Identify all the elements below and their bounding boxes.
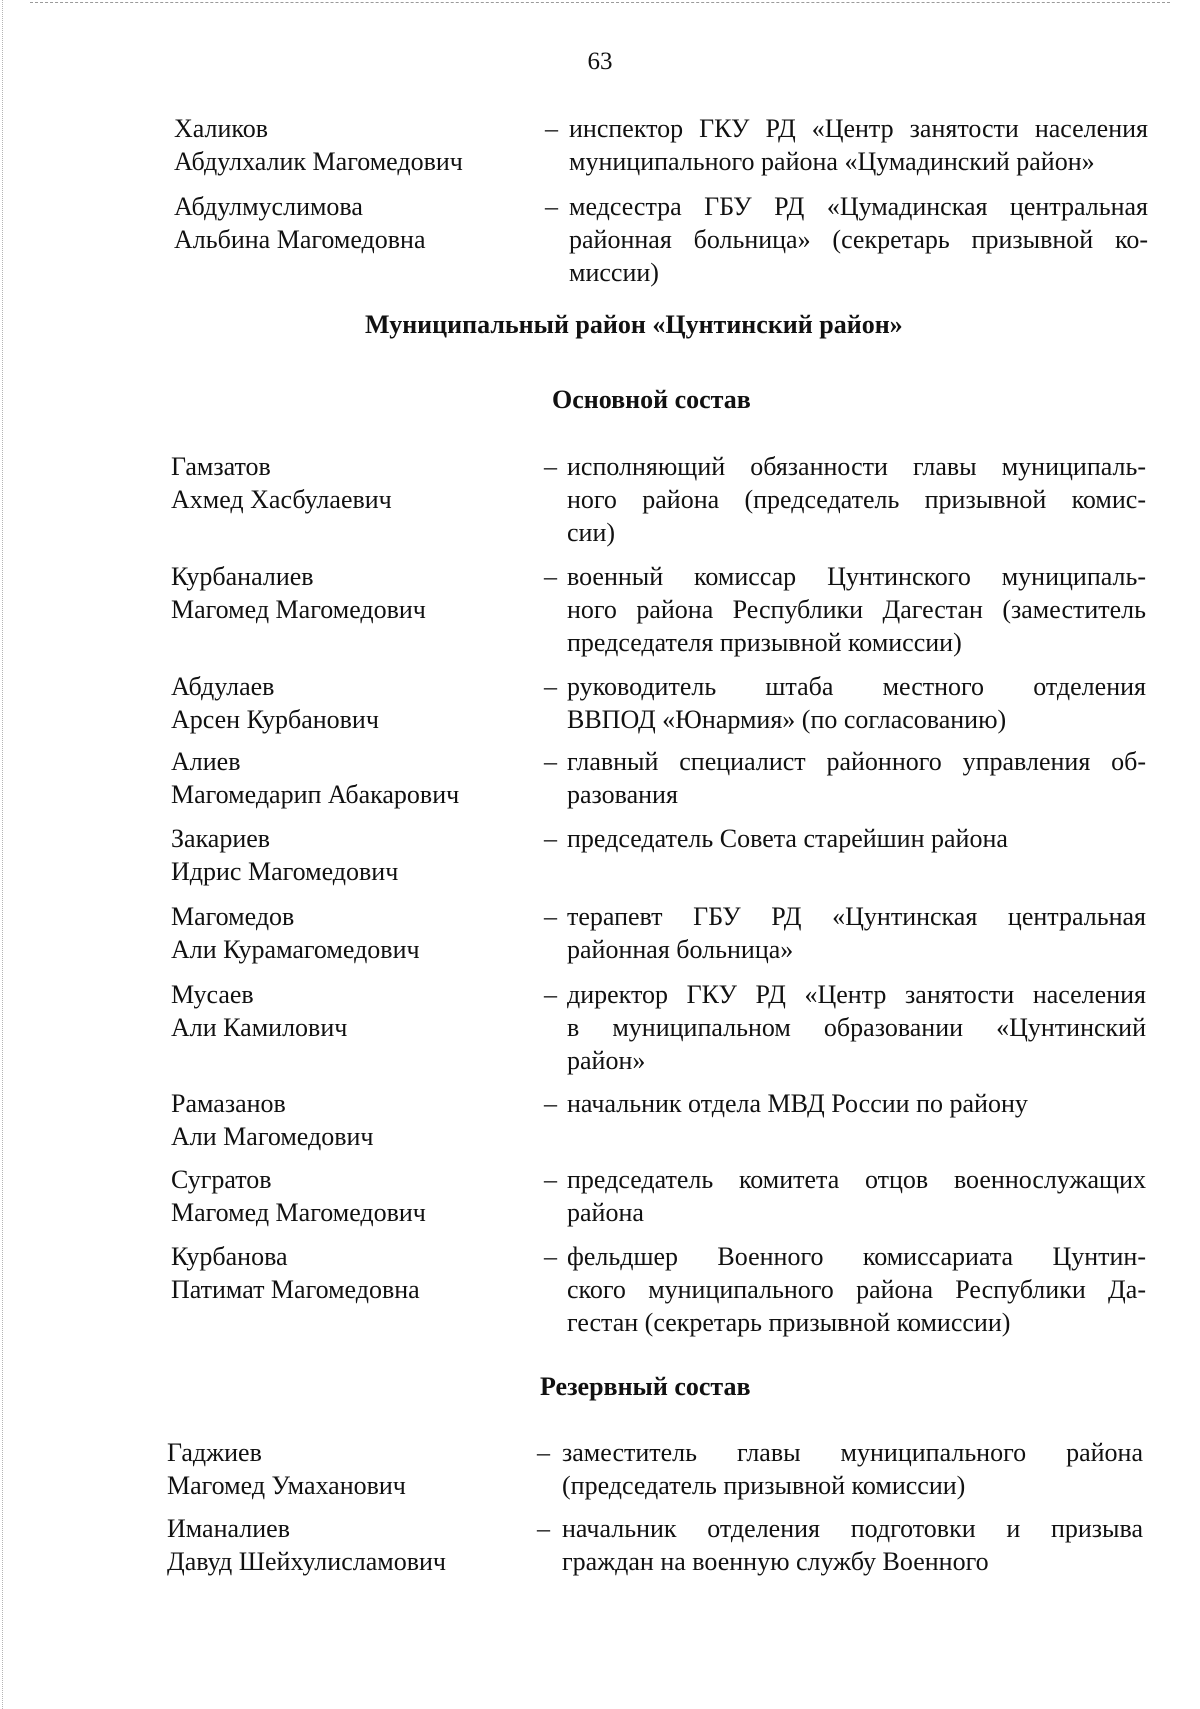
member-role <box>562 1436 1143 1502</box>
role-line: исполняющий обязанности главы муниципаль- <box>567 452 1146 481</box>
scan-top-rule <box>30 2 1170 3</box>
member-given-names: Али Магомедович <box>171 1122 374 1151</box>
role-line: ского муниципального района Республики Да- <box>567 1275 1146 1304</box>
member-name <box>167 1512 446 1578</box>
member-given-names: Альбина Магомедовна <box>174 225 426 254</box>
role-dash: – <box>544 562 557 591</box>
district-heading: Муниципальный район «Цунтинский район» <box>365 310 903 339</box>
member-given-names: Арсен Курбанович <box>171 705 379 734</box>
member-surname: Рамазанов <box>171 1089 286 1118</box>
role-line: ного района Республики Дагестан (заместитель <box>567 595 1146 624</box>
role-dash: – <box>544 902 557 931</box>
role-line: начальник отдела МВД России по району <box>567 1089 1028 1118</box>
member-given-names: Идрис Магомедович <box>171 857 399 886</box>
member-role <box>569 112 1148 178</box>
member-given-names: Патимат Магомедовна <box>171 1275 420 1304</box>
role-line: начальник отделения подготовки и призыва <box>562 1514 1143 1543</box>
member-role <box>567 978 1146 1077</box>
member-name <box>174 112 463 178</box>
role-line: председателя призывной комиссии) <box>567 628 962 657</box>
member-role <box>567 1240 1146 1339</box>
member-surname: Гаджиев <box>167 1438 262 1467</box>
role-dash: – <box>537 1438 550 1467</box>
role-dash: – <box>544 452 557 481</box>
role-dash: – <box>545 114 558 143</box>
member-name <box>171 745 459 811</box>
member-name <box>171 560 426 626</box>
role-line: муниципального района «Цумадинский район» <box>569 147 1095 176</box>
member-surname: Халиков <box>174 114 269 143</box>
role-line: фельдшер Военного комиссариата Цунтин- <box>567 1242 1146 1271</box>
role-line: медсестра ГБУ РД «Цумадинская центральная <box>569 192 1148 221</box>
role-line: районная больница» (секретарь призывной ко- <box>569 225 1148 254</box>
member-name <box>171 822 398 888</box>
role-dash: – <box>544 1242 557 1271</box>
role-dash: – <box>544 747 557 776</box>
role-line: терапевт ГБУ РД «Цунтинская центральная <box>567 902 1146 931</box>
page-number: 63 <box>587 48 613 75</box>
role-line: заместитель главы муниципального района <box>562 1438 1143 1467</box>
role-line: района <box>567 1198 644 1227</box>
member-surname: Абдулаев <box>171 672 275 701</box>
member-role <box>567 1087 1146 1120</box>
role-line: район» <box>567 1046 646 1075</box>
member-surname: Гамзатов <box>171 452 271 481</box>
role-dash: – <box>544 1165 557 1194</box>
member-role <box>567 670 1146 736</box>
member-given-names: Али Камилович <box>171 1013 348 1042</box>
member-surname: Магомедов <box>171 902 295 931</box>
role-line: военный комиссар Цунтинского муниципаль- <box>567 562 1146 591</box>
member-given-names: Абдулхалик Магомедович <box>174 147 463 176</box>
role-line: граждан на военную службу Военного <box>562 1547 989 1576</box>
role-line: руководитель штаба местного отделения <box>567 672 1146 701</box>
role-dash: – <box>544 672 557 701</box>
role-line: сии) <box>567 518 616 547</box>
member-role <box>569 190 1148 289</box>
member-role <box>567 822 1146 855</box>
role-line: районная больница» <box>567 935 794 964</box>
member-given-names: Магомедарип Абакарович <box>171 780 460 809</box>
member-surname: Сугратов <box>171 1165 272 1194</box>
member-given-names: Ахмед Хасбулаевич <box>171 485 392 514</box>
role-line: ВВПОД «Юнармия» (по согласованию) <box>567 705 1007 734</box>
member-name <box>171 1087 374 1153</box>
role-line: инспектор ГКУ РД «Центр занятости населения <box>569 114 1148 143</box>
member-given-names: Магомед Магомедович <box>171 595 426 624</box>
member-surname: Иманалиев <box>167 1514 290 1543</box>
member-role <box>567 560 1146 659</box>
member-name <box>171 1163 426 1229</box>
role-dash: – <box>545 192 558 221</box>
member-given-names: Али Курамагомедович <box>171 935 420 964</box>
role-line: в муниципальном образовании «Цунтинский <box>567 1013 1146 1042</box>
member-surname: Курбанова <box>171 1242 288 1271</box>
member-surname: Закариев <box>171 824 271 853</box>
member-name <box>171 1240 420 1306</box>
member-surname: Курбаналиев <box>171 562 314 591</box>
role-dash: – <box>544 980 557 1009</box>
member-name <box>174 190 426 256</box>
reserve-composition-heading: Резервный состав <box>540 1372 751 1401</box>
member-given-names: Магомед Магомедович <box>171 1198 426 1227</box>
role-dash: – <box>544 824 557 853</box>
member-given-names: Магомед Умаханович <box>167 1471 406 1500</box>
member-role <box>562 1512 1143 1578</box>
main-composition-heading: Основной состав <box>552 385 751 414</box>
role-line: председатель Совета старейшин района <box>567 824 1008 853</box>
scan-left-edge <box>2 0 3 1709</box>
role-line: миссии) <box>569 258 659 287</box>
role-line: (председатель призывной комиссии) <box>562 1471 966 1500</box>
member-role <box>567 745 1146 811</box>
member-surname: Абдулмуслимова <box>174 192 363 221</box>
member-name <box>171 670 379 736</box>
member-surname: Алиев <box>171 747 241 776</box>
role-line: разования <box>567 780 678 809</box>
role-line: директор ГКУ РД «Центр занятости населения <box>567 980 1146 1009</box>
role-line: председатель комитета отцов военнослужащих <box>567 1165 1146 1194</box>
role-line: главный специалист районного управления об- <box>567 747 1146 776</box>
member-name <box>171 978 347 1044</box>
member-role <box>567 900 1146 966</box>
role-dash: – <box>537 1514 550 1543</box>
member-name <box>171 450 392 516</box>
role-dash: – <box>544 1089 557 1118</box>
member-name <box>167 1436 406 1502</box>
member-role <box>567 450 1146 549</box>
member-surname: Мусаев <box>171 980 254 1009</box>
member-role <box>567 1163 1146 1229</box>
role-line: гестан (секретарь призывной комиссии) <box>567 1308 1011 1337</box>
role-line: ного района (председатель призывной комис- <box>567 485 1146 514</box>
member-given-names: Давуд Шейхулисламович <box>167 1547 446 1576</box>
member-name <box>171 900 420 966</box>
